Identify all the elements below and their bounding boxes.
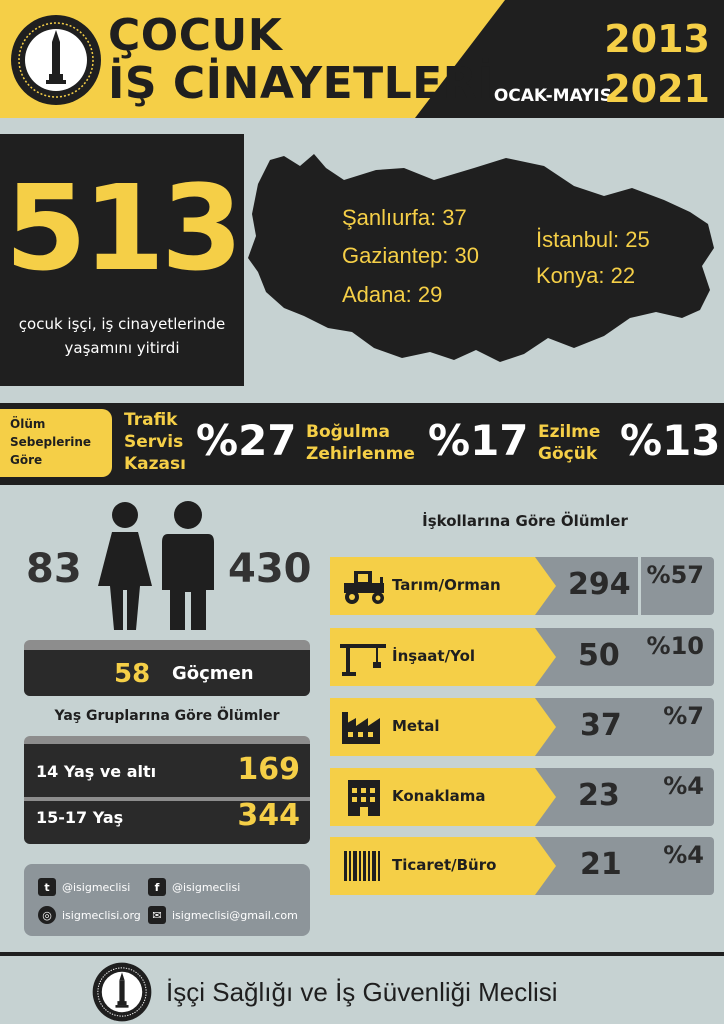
city-istanbul: İstanbul: 25 [536,227,650,252]
email-address: isigmeclisi@gmail.com [172,908,298,922]
web-address: isigmeclisi.org [62,908,141,922]
age-title: Yaş Gruplarına Göre Ölümler [54,708,280,724]
sector-row [330,557,714,615]
cause-crushing-line2: Göçük [538,444,598,464]
sector-label: Tarım/Orman [392,576,501,594]
sector-row [330,698,714,756]
facebook-icon: f [148,878,166,896]
sector-pct: %4 [663,772,704,800]
sector-divider [638,557,641,615]
age-row-value: 169 [237,752,300,787]
cause-crushing-line1: Ezilme [538,422,601,442]
barcode-icon [338,847,390,885]
age-box [24,736,310,844]
sector-value: 21 [580,847,622,882]
year-end: 2021 [604,67,710,111]
sector-value: 50 [578,638,620,673]
sector-pct: %57 [646,561,704,589]
male-icon [160,500,216,630]
city-gaziantep: Gaziantep: 30 [342,243,479,268]
sector-row [330,628,714,686]
female-icon [96,500,154,630]
sectors-title: İşkollarına Göre Ölümler [422,512,628,530]
cause-traffic-line2: Servis [124,432,184,452]
total-box [0,134,244,386]
age-row [24,750,310,794]
sector-label: İnşaat/Yol [392,647,476,665]
sector-value: 23 [578,778,620,813]
twitter-icon: t [38,878,56,896]
sector-pct: %4 [663,841,704,869]
cause-crushing-pct: %13 [620,416,721,465]
crane-icon [338,638,390,676]
cause-drowning-line2: Zehirlenme [306,444,415,464]
sector-pct: %10 [646,632,704,660]
cause-drowning-line1: Boğulma [306,422,390,442]
sector-row [330,837,714,895]
cause-drowning-pct: %17 [428,416,529,465]
footer-org-name: İşçi Sağlığı ve İş Güvenliği Meclisi [166,977,558,1007]
twitter-handle: @isigmeclisi [62,880,131,894]
sector-label: Metal [392,717,440,735]
factory-icon [338,708,390,746]
sector-value: 37 [580,708,622,743]
mail-icon: ✉ [148,906,166,924]
period-label: OCAK-MAYIS [493,86,612,106]
web-link[interactable] [38,906,141,924]
hotel-icon [338,778,390,816]
tractor-icon [338,567,390,605]
globe-icon: ◎ [38,906,56,924]
cause-traffic-line3: Kazası [124,454,186,474]
migrant-inner [24,650,310,696]
facebook-link[interactable] [148,878,240,896]
sector-pct: %7 [663,702,704,730]
title-line2: İŞ CİNAYETLERİ [108,58,494,109]
age-row-label: 15-17 Yaş [36,808,124,827]
footer-logo-icon [92,962,152,1022]
footer-divider [0,952,724,956]
social-box [24,864,310,936]
male-count: 430 [228,546,312,592]
twitter-link[interactable] [38,878,130,896]
sector-row [330,768,714,826]
total-caption: çocuk işçi, iş cinayetlerinde yaşamını yitirdi [18,315,226,357]
title-line1: ÇOCUK [108,10,283,61]
migrant-box [24,640,310,696]
age-row-label: 14 Yaş ve altı [36,762,157,781]
female-count: 83 [26,546,82,592]
cause-traffic-line1: Trafik [124,410,178,430]
city-sanliurfa: Şanlıurfa: 37 [342,205,467,230]
migrant-number: 58 [114,659,151,689]
cause-traffic-pct: %27 [196,416,297,465]
sector-label: Konaklama [392,787,486,805]
migrant-label: Göçmen [172,663,254,684]
turkey-map [244,140,720,380]
facebook-handle: @isigmeclisi [172,880,241,894]
age-row-value: 344 [237,798,300,833]
causes-label: Ölüm Sebeplerine Göre [0,409,112,477]
year-start: 2013 [604,17,710,61]
city-adana: Adana: 29 [342,282,443,307]
sector-label: Ticaret/Büro [392,856,497,874]
email-link[interactable] [148,906,298,924]
logo-tower-icon [10,14,102,106]
age-row [24,796,310,840]
sector-value: 294 [568,567,631,602]
city-konya: Konya: 22 [536,263,636,288]
total-number: 513 [4,159,240,297]
